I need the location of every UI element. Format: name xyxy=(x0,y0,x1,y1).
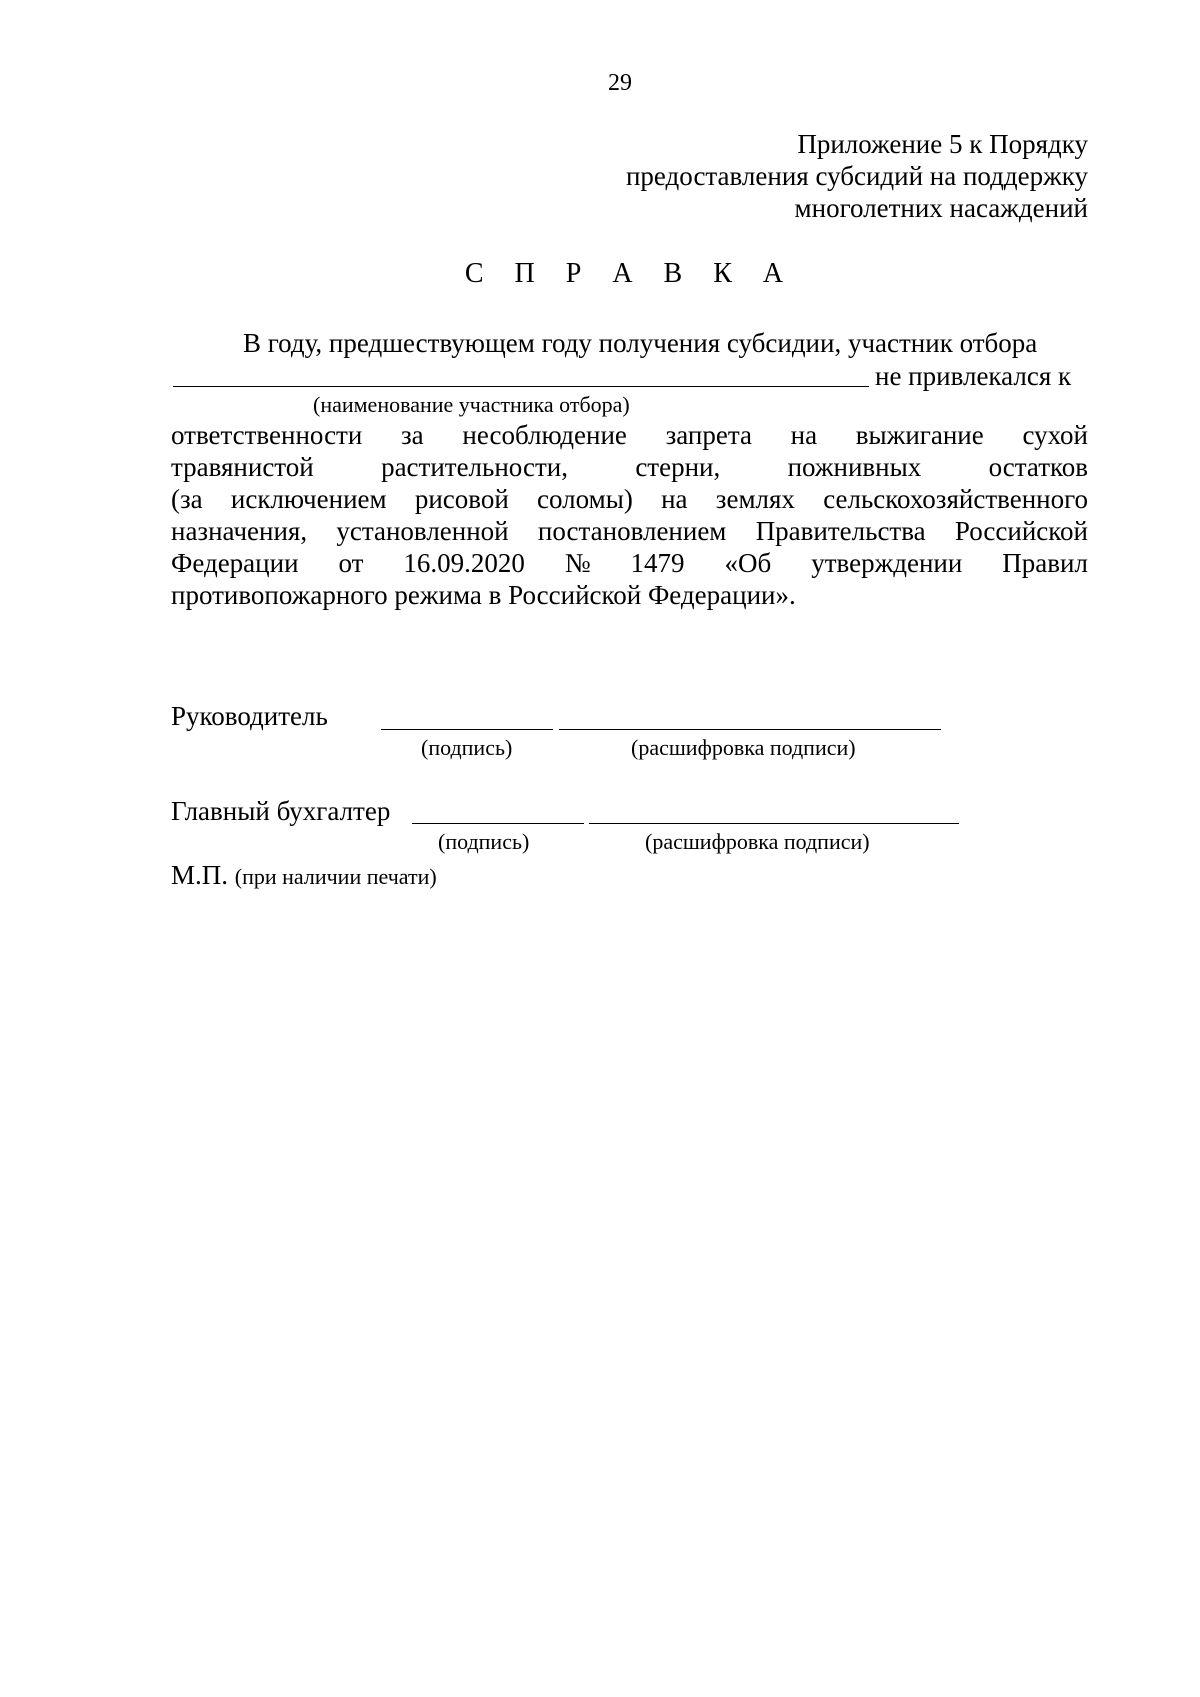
stamp-note: (при наличии печати) xyxy=(234,864,437,889)
word: от xyxy=(338,548,364,578)
word: остатков xyxy=(988,452,1088,482)
appendix-line-2: предоставления субсидий на поддержку xyxy=(625,161,1088,191)
word: № xyxy=(564,548,591,578)
word: соломы) xyxy=(537,484,633,514)
word: на xyxy=(661,484,688,514)
accountant-signature-blank xyxy=(412,823,584,824)
head-decode-blank xyxy=(559,729,941,730)
word: 1479 xyxy=(630,548,685,578)
participant-name-blank xyxy=(173,386,869,387)
word: «Об xyxy=(724,548,772,578)
word: запрета xyxy=(665,420,752,450)
stamp-line xyxy=(171,859,437,893)
document-title: С П Р А В К А xyxy=(464,258,796,289)
word: ответственности xyxy=(171,420,363,450)
word: пожнивных xyxy=(787,452,922,482)
word: на xyxy=(790,420,818,450)
word: рисовой xyxy=(414,484,509,514)
body-line-4 xyxy=(171,515,1088,547)
accountant-decode-blank xyxy=(589,823,959,824)
word: постановлением xyxy=(537,516,727,546)
head-label: Руководитель xyxy=(171,701,328,731)
head-signature-blank xyxy=(381,729,553,730)
word: несоблюдение xyxy=(462,420,627,450)
appendix-heading xyxy=(626,128,1088,224)
word: растительности, xyxy=(381,452,568,482)
head-signature-caption: (подпись) xyxy=(421,735,513,760)
word: травянистой xyxy=(171,452,314,482)
appendix-line-3: многолетних насаждений xyxy=(794,193,1088,223)
word: за xyxy=(401,420,424,450)
body-line-3 xyxy=(171,483,1088,515)
word: назначения, xyxy=(171,516,308,546)
appendix-line-1: Приложение 5 к Порядку xyxy=(797,129,1088,159)
word: установленной xyxy=(336,516,509,546)
word: стерни, xyxy=(635,452,721,482)
accountant-label: Главный бухгалтер xyxy=(171,796,391,826)
word: утверждении xyxy=(811,548,963,578)
word: (за xyxy=(171,484,203,514)
word: Правил xyxy=(1002,548,1088,578)
accountant-decode-caption: (расшифровка подписи) xyxy=(645,829,870,854)
word: Российской xyxy=(954,516,1088,546)
page-number: 29 xyxy=(608,70,632,96)
word: Правительства xyxy=(755,516,926,546)
intro-line: В году, предшествующем году получения субсидии, участник отбора xyxy=(243,328,1038,358)
word: Федерации xyxy=(171,548,299,578)
body-line-6: противопожарного режима в Российской Федерации». xyxy=(171,580,796,610)
body-line-5 xyxy=(171,547,1088,579)
body-line-1 xyxy=(171,419,1088,451)
accountant-signature-caption: (подпись) xyxy=(438,829,530,854)
head-decode-caption: (расшифровка подписи) xyxy=(631,735,856,760)
word: сельскохозяйственного xyxy=(823,484,1088,514)
body-line-2 xyxy=(171,451,1088,483)
word: землях xyxy=(715,484,795,514)
stamp-label: М.П. xyxy=(171,860,229,890)
word: исключением xyxy=(230,484,387,514)
word: сухой xyxy=(1022,420,1088,450)
word: выжигание xyxy=(855,420,984,450)
participant-caption: (наименование участника отбора) xyxy=(313,392,630,417)
word: 16.09.2020 xyxy=(403,548,525,578)
after-blank-text: не привлекался к xyxy=(875,361,1072,391)
